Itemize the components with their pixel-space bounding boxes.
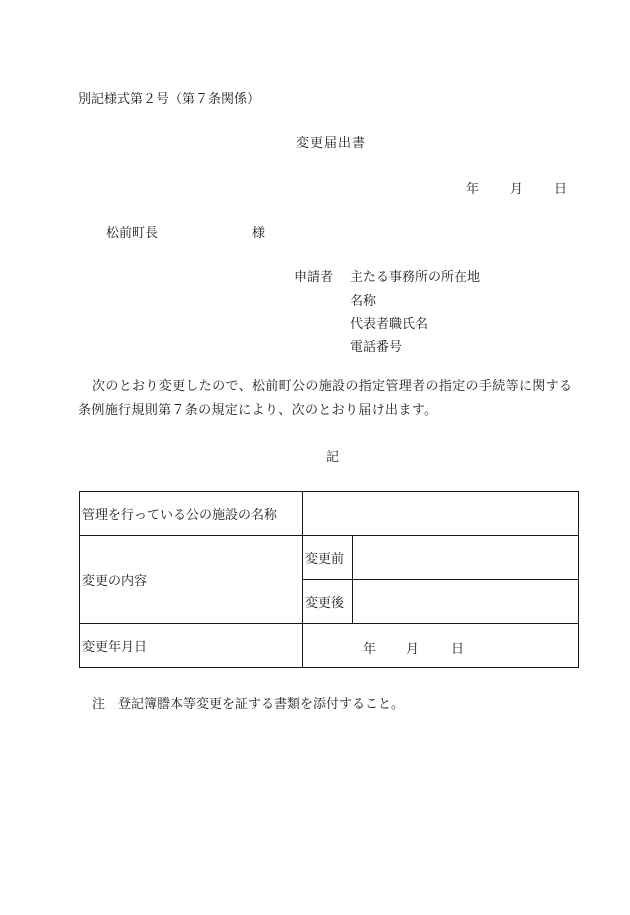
after-change-field[interactable]	[353, 580, 579, 624]
body-paragraph: 次のとおり変更したので、松前町公の施設の指定管理者の指定の手続等に関する条例施行規則第７条の規定により、次のとおり届け出ます。	[78, 379, 573, 418]
change-date-month: 月	[406, 642, 420, 657]
addressee-honorific: 様	[252, 226, 266, 241]
ki-heading: 記	[326, 450, 340, 465]
change-date-field[interactable]	[303, 624, 579, 668]
applicant-field-representative: 代表者職氏名	[350, 317, 429, 332]
before-change-label: 変更前	[303, 536, 353, 580]
change-date-label: 変更年月日	[80, 624, 303, 668]
attachment-note: 注 登記簿謄本等変更を証する書類を添付すること。	[92, 697, 405, 712]
change-details-table	[79, 491, 579, 668]
table-row	[80, 536, 579, 580]
date-month-label: 月	[510, 182, 524, 197]
form-number-label: 別記様式第２号（第７条関係）	[78, 92, 261, 107]
facility-name-field[interactable]	[303, 492, 579, 536]
date-year-label: 年	[466, 182, 480, 197]
after-change-label: 変更後	[303, 580, 353, 624]
table-row	[80, 624, 579, 668]
facility-name-label: 管理を行っている公の施設の名称	[80, 492, 303, 536]
date-day-label: 日	[554, 182, 568, 197]
applicant-field-phone: 電話番号	[350, 340, 403, 355]
table-row	[80, 492, 579, 536]
addressee-name: 松前町長	[106, 226, 159, 241]
document-title: 変更届出書	[296, 136, 367, 151]
before-change-field[interactable]	[353, 536, 579, 580]
change-date-year: 年	[363, 642, 377, 657]
applicant-label: 申請者	[294, 270, 334, 285]
applicant-field-name: 名称	[350, 294, 377, 309]
change-content-label: 変更の内容	[80, 536, 303, 624]
applicant-field-office-address: 主たる事務所の所在地	[350, 270, 481, 285]
change-date-day: 日	[451, 642, 465, 657]
